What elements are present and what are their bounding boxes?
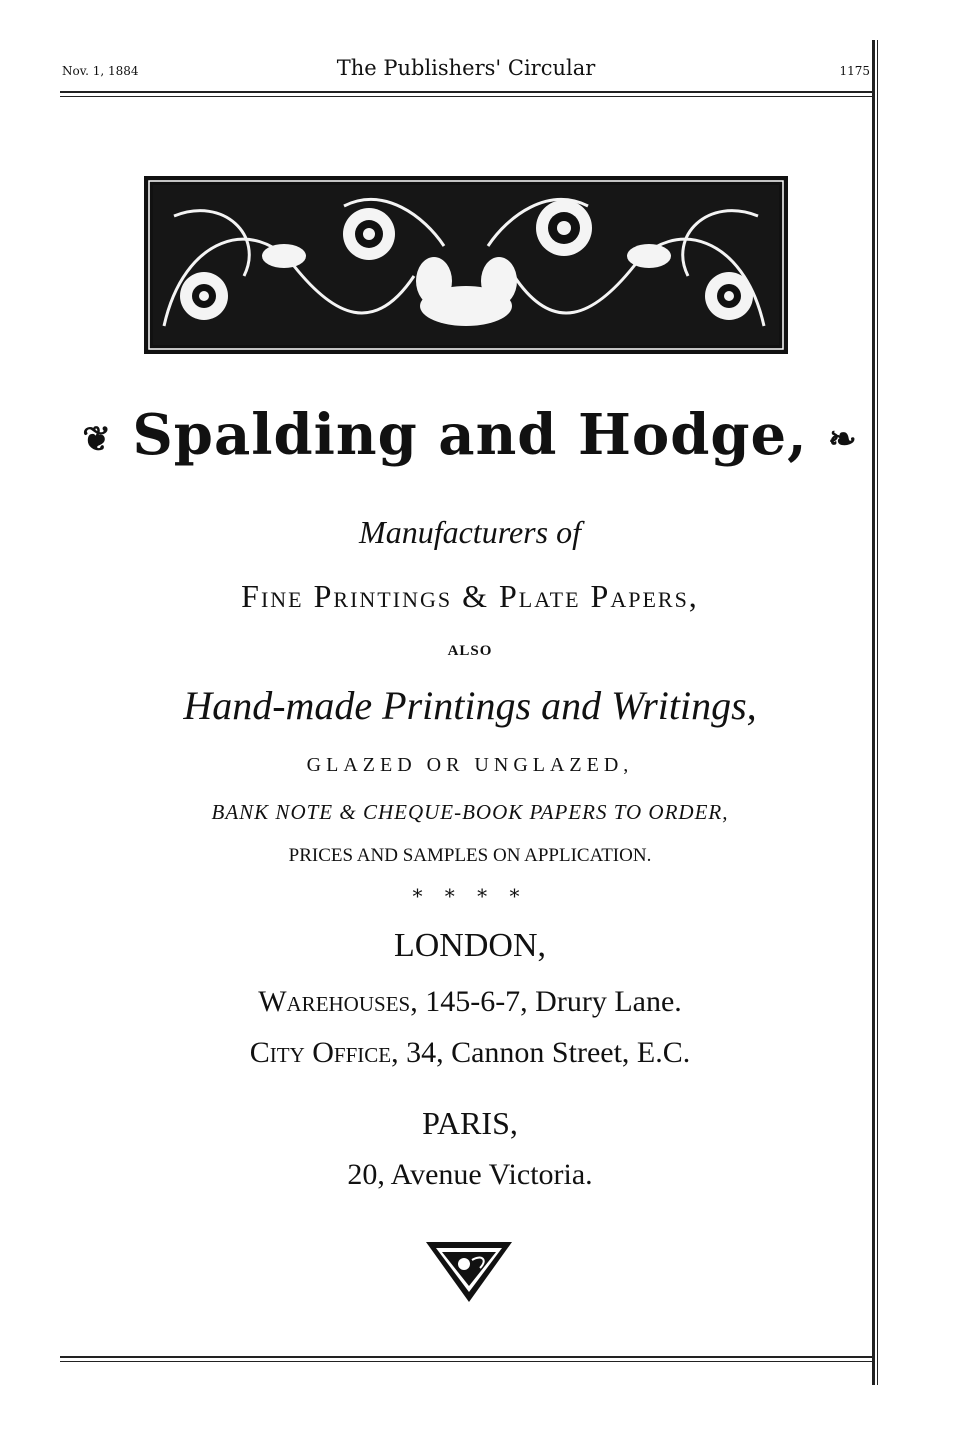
journal-title: The Publishers' Circular — [336, 56, 596, 80]
ornamental-banner-icon — [144, 176, 788, 354]
glazed-line: GLAZED OR UNGLAZED, — [306, 754, 634, 776]
bank-note-line: BANK NOTE & CHEQUE-BOOK PAPERS TO ORDER, — [211, 800, 729, 824]
right-border-rule-thin — [877, 40, 878, 1385]
firm-name — [70, 402, 870, 468]
right-fleuron-icon: ❧ — [828, 419, 858, 460]
london-heading: LONDON, — [393, 927, 547, 964]
paris-heading: PARIS, — [422, 1105, 518, 1141]
running-head — [62, 56, 870, 86]
prices-line: PRICES AND SAMPLES ON APPLICATION. — [288, 845, 652, 866]
warehouses-label: Warehouses, — [258, 985, 418, 1018]
warehouses-address — [70, 985, 870, 1019]
left-fleuron-icon: ❦ — [82, 419, 112, 460]
also-line: ALSO — [447, 643, 493, 659]
head-rule — [60, 91, 872, 93]
warehouses-street: 145-6-7, Drury Lane. — [425, 985, 682, 1018]
right-border-rule — [872, 40, 875, 1385]
foot-rule — [60, 1356, 872, 1358]
star-divider: * * * * — [412, 884, 528, 908]
issue-date: Nov. 1, 1884 — [62, 64, 139, 78]
foot-rule-thin — [60, 1361, 872, 1362]
city-office-address — [70, 1036, 870, 1070]
fine-papers-line: Fine Printings & Plate Papers, — [241, 578, 699, 614]
head-rule-thin — [60, 96, 872, 97]
city-office-label: City Office, — [249, 1036, 399, 1069]
manufacturers-of-line: Manufacturers of — [359, 514, 581, 550]
page-number: 1175 — [839, 64, 870, 78]
tailpiece-ornament-icon — [424, 1238, 514, 1304]
firm-name-text: Spalding and Hodge, — [132, 402, 808, 468]
city-office-street: 34, Cannon Street, E.C. — [406, 1036, 691, 1069]
paris-address: 20, Avenue Victoria. — [347, 1158, 593, 1191]
hand-made-line: Hand-made Printings and Writings, — [183, 683, 757, 728]
